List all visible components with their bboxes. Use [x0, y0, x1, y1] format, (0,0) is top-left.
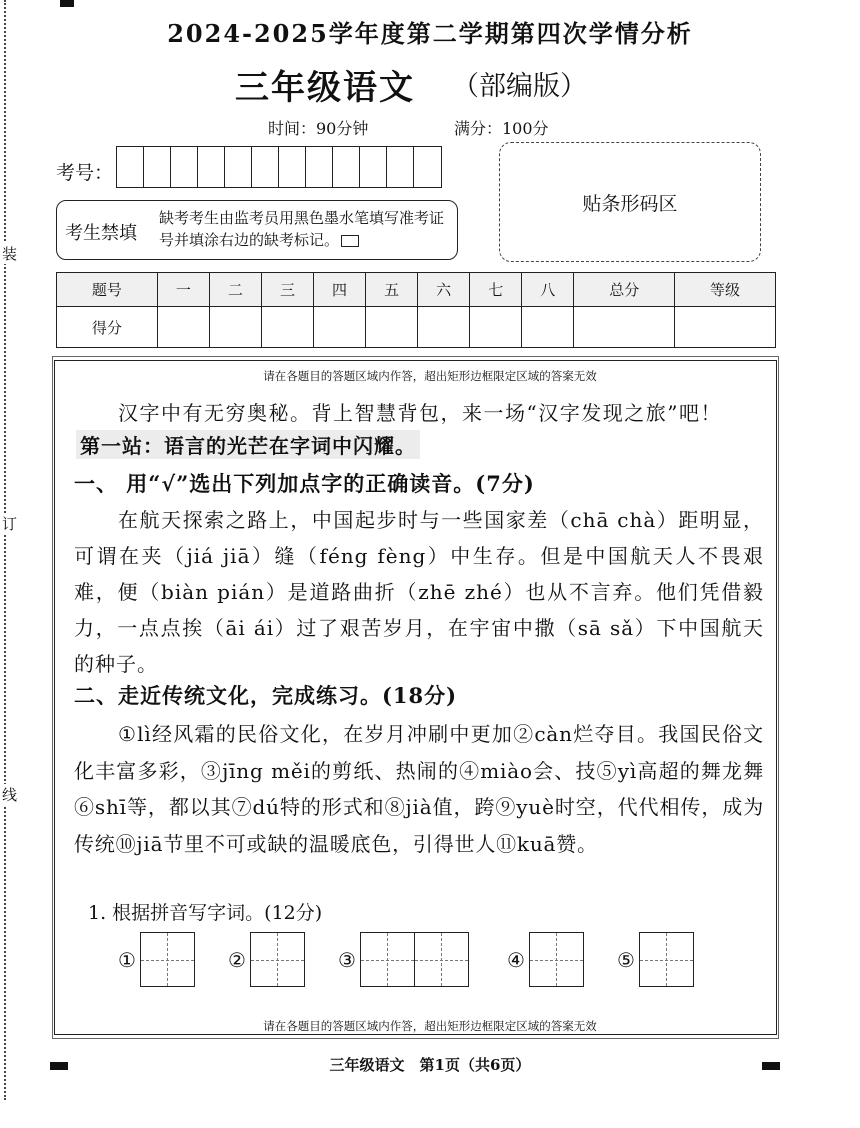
grid-number-label: ② [228, 947, 246, 972]
question-two-title: 二、走近传统文化，完成练习。(18分) [74, 683, 458, 708]
edition-label: （部编版） [452, 71, 587, 102]
score-table-header-cell: 六 [418, 273, 470, 307]
question-one-passage: 在航天探索之路上，中国起步时与一些国家差（chā chà）距明显，可谓在夹（jiá jiā）缝（féng fèng）中生存。但是中国航天人不畏艰难，便（biàn pián）是道路曲折（zhē zhé）也从不言弃。他们凭借毅力，一点点挨（āi ái）过了艰苦岁月，在宇宙中撒（sā sǎ）下中国航天的种子。 [74, 508, 764, 676]
exam-time: 时间：90分钟 [268, 119, 369, 138]
score-table [56, 272, 776, 348]
grid-number-label: ④ [507, 947, 525, 972]
exam-number-cell[interactable] [414, 147, 441, 187]
page-footer: 三年级语文 第1页（共6页） [329, 1056, 531, 1074]
score-entry-cell[interactable] [675, 307, 776, 348]
score-entry-cell[interactable] [209, 307, 261, 348]
grid-number-label: ③ [338, 947, 356, 972]
score-entry-cell[interactable] [574, 307, 675, 348]
station-one-heading: 第一站：语言的光芒在字词中闪耀。 [76, 430, 420, 459]
absent-mark-checkbox[interactable] [341, 235, 359, 247]
question-two-passage: ①lì经风霜的民俗文化，在岁月冲刷中更加②càn烂夺目。我国民俗文化丰富多彩，③jīng měi的剪纸、热闹的④miào会、技⑤yì高超的舞龙舞⑥shī等，都以其⑦dú特的形式和⑧jià值，跨⑨yuè时空，代代相传，成为传统⑩jiā节里不可或缺的温暖底色，引得世人⑪kuā赞。 [74, 722, 764, 856]
score-entry-cell[interactable] [366, 307, 418, 348]
exam-number-cell[interactable] [333, 147, 360, 187]
exam-title: 2024-2025学年度第二学期第四次学情分析 [167, 19, 693, 48]
score-table-header-row [57, 273, 776, 307]
score-table-header-cell: 二 [209, 273, 261, 307]
exam-number-cell[interactable] [252, 147, 279, 187]
writing-cell[interactable] [140, 932, 195, 987]
exam-number-cell[interactable] [387, 147, 414, 187]
full-score: 满分：100分 [454, 119, 549, 138]
examinee-notice-box [56, 200, 458, 260]
exam-number-cell[interactable] [144, 147, 171, 187]
writing-cell[interactable] [250, 932, 305, 987]
exam-number-cell[interactable] [306, 147, 333, 187]
exam-number-boxes[interactable] [116, 146, 442, 188]
score-entry-cell[interactable] [157, 307, 209, 348]
barcode-label: 贴条形码区 [582, 193, 678, 215]
binding-label-xian: 线 [2, 786, 18, 804]
exam-number-cell[interactable] [117, 147, 144, 187]
answer-grid-4[interactable] [507, 932, 584, 987]
answer-grid-1[interactable] [118, 932, 195, 987]
exam-number-label: 考号： [56, 162, 114, 184]
score-table-header-cell: 五 [366, 273, 418, 307]
binding-dotted-line [4, 0, 6, 1100]
writing-cell[interactable] [360, 932, 415, 987]
binding-label-ding: 订 [2, 515, 18, 533]
answer-grid-5[interactable] [617, 932, 694, 987]
score-table-header-cell: 等级 [675, 273, 776, 307]
notice-text-content: 缺考考生由监考员用黑色墨水笔填写准考证号并填涂右边的缺考标记。 [159, 209, 445, 249]
sub-question-one-title: 1. 根据拼音写字词。(12分) [88, 902, 323, 924]
answer-grid-2[interactable] [228, 932, 305, 987]
score-table-score-row [57, 307, 776, 348]
answer-area-warning-top: 请在各题目的答题区域内作答，超出矩形边框限定区域的答案无效 [263, 369, 597, 383]
score-table-header-cell: 七 [470, 273, 522, 307]
score-table-header-cell: 总分 [574, 273, 675, 307]
registration-marker-top-left [60, 0, 74, 7]
barcode-area [499, 142, 761, 262]
notice-text [159, 207, 455, 251]
score-table-header-cell: 八 [522, 273, 574, 307]
writing-cell[interactable] [529, 932, 584, 987]
score-table-header-cell: 三 [261, 273, 313, 307]
exam-number-cell[interactable] [279, 147, 306, 187]
answer-grid-3[interactable] [338, 932, 469, 987]
binding-label-zhuang: 装 [2, 245, 18, 263]
exam-number-cell[interactable] [225, 147, 252, 187]
score-row-label: 得分 [57, 307, 158, 348]
answer-area-warning-bottom: 请在各题目的答题区域内作答，超出矩形边框限定区域的答案无效 [263, 1019, 597, 1033]
grid-number-label: ① [118, 947, 136, 972]
score-entry-cell[interactable] [470, 307, 522, 348]
grid-number-label: ⑤ [617, 947, 635, 972]
notice-label: 考生禁填 [65, 223, 137, 244]
score-entry-cell[interactable] [261, 307, 313, 348]
question-one-title: 一、 用“√”选出下列加点字的正确读音。(7分) [74, 471, 535, 496]
exam-number-cell[interactable] [171, 147, 198, 187]
writing-cell[interactable] [639, 932, 694, 987]
score-entry-cell[interactable] [522, 307, 574, 348]
score-entry-cell[interactable] [314, 307, 366, 348]
exam-number-cell[interactable] [360, 147, 387, 187]
subject-title: 三年级语文 [235, 68, 415, 108]
intro-text: 汉字中有无穷奥秘。背上智慧背包，来一场“汉字发现之旅”吧！ [118, 401, 722, 425]
score-table-header-cell: 四 [314, 273, 366, 307]
score-entry-cell[interactable] [418, 307, 470, 348]
writing-cell[interactable] [415, 932, 469, 987]
score-table-header-cell: 题号 [57, 273, 158, 307]
exam-number-cell[interactable] [198, 147, 225, 187]
score-table-header-cell: 一 [157, 273, 209, 307]
